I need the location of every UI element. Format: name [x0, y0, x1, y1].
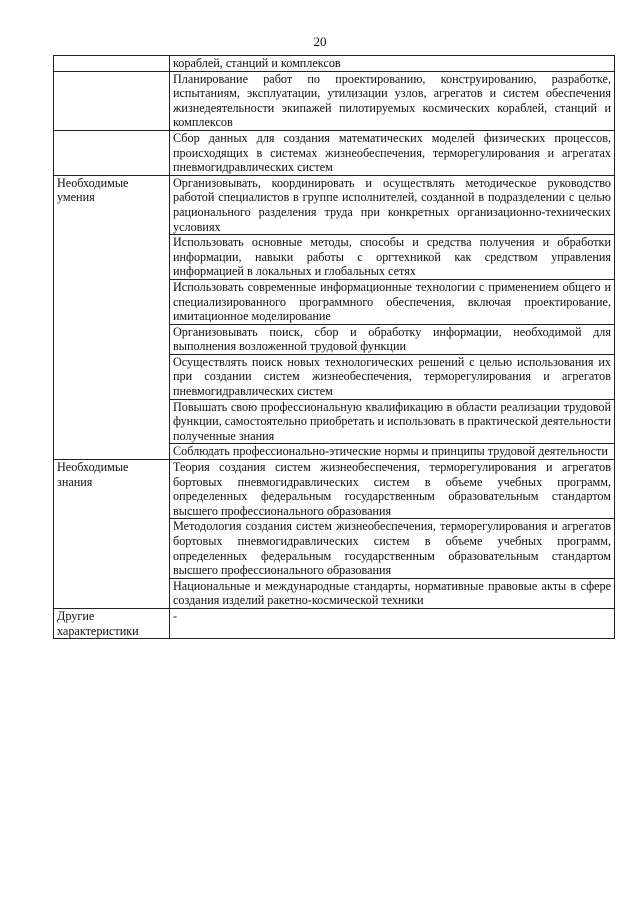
table-row — [54, 175, 615, 234]
text-cell: Сбор данных для создания математических моделей физических процессов, происходящих в системах жизнеобеспечения, терморегулирования и агрегатах пневмогидравлических систем — [170, 130, 615, 175]
label-cell-empty — [54, 56, 170, 72]
skill-item: Повышать свою профессиональную квалификацию в области реализации трудовой функции, самостоятельно приобретать и использовать в практической деятельности полученные знания — [170, 399, 615, 444]
other-value: - — [170, 608, 615, 638]
knowledge-item: Методология создания систем жизнеобеспечения, терморегулирования и агрегатов бортовых пневмогидравлических систем в объеме учебных программ, определенных федеральным государственным образовательным стандартом высшего профессионального образования — [170, 519, 615, 578]
label-cell-empty — [54, 130, 170, 175]
text-cell: Планирование работ по проектированию, конструированию, разработке, испытаниям, эксплуатации, утилизации узлов, агрегатов и систем обеспечения жизнедеятельности экипажей пилотируемых космических кораблей, станций и комплексов — [170, 71, 615, 130]
knowledge-label: Необходимые знания — [54, 460, 170, 609]
skill-item: Организовывать, координировать и осуществлять методическое руководство работой специалистов в группе исполнителей, созданной в подразделении с целью рационального разделения труда при конкретных организационно-технических условиях — [170, 175, 615, 234]
skill-item: Использовать основные методы, способы и средства получения и обработки информации, навыки работы с оргтехникой как средством управления информацией в локальных и глобальных сетях — [170, 235, 615, 280]
skill-item: Осуществлять поиск новых технологических решений с целью использования их при создании систем жизнеобеспечения, терморегулирования и агрегатов пневмогидравлических систем — [170, 354, 615, 399]
knowledge-item: Национальные и международные стандарты, нормативные правовые акты в сфере создания изделий ракетно-космической техники — [170, 578, 615, 608]
requirements-table — [53, 55, 615, 639]
page-number: 20 — [313, 34, 327, 49]
knowledge-item: Теория создания систем жизнеобеспечения, терморегулирования и агрегатов бортовых пневмогидравлических систем в объеме учебных программ, определенных федеральным государственным образовательным стандартом высшего профессионального образования — [170, 460, 615, 519]
skill-item: Использовать современные информационные технологии с применением общего и специализированного программного обеспечения, включая проектирование, имитационное моделирование — [170, 279, 615, 324]
skill-item: Соблюдать профессионально-этические нормы и принципы трудовой деятельности — [170, 444, 615, 460]
table-row — [54, 71, 615, 130]
table-row — [54, 130, 615, 175]
text-cell: кораблей, станций и комплексов — [170, 56, 615, 72]
table-row — [54, 56, 615, 72]
label-cell-empty — [54, 71, 170, 130]
table-row — [54, 608, 615, 638]
other-label: Другие характеристики — [54, 608, 170, 638]
skills-label: Необходимые умения — [54, 175, 170, 459]
table-row — [54, 460, 615, 519]
skill-item: Организовывать поиск, сбор и обработку информации, необходимой для выполнения возложенной трудовой функции — [170, 324, 615, 354]
